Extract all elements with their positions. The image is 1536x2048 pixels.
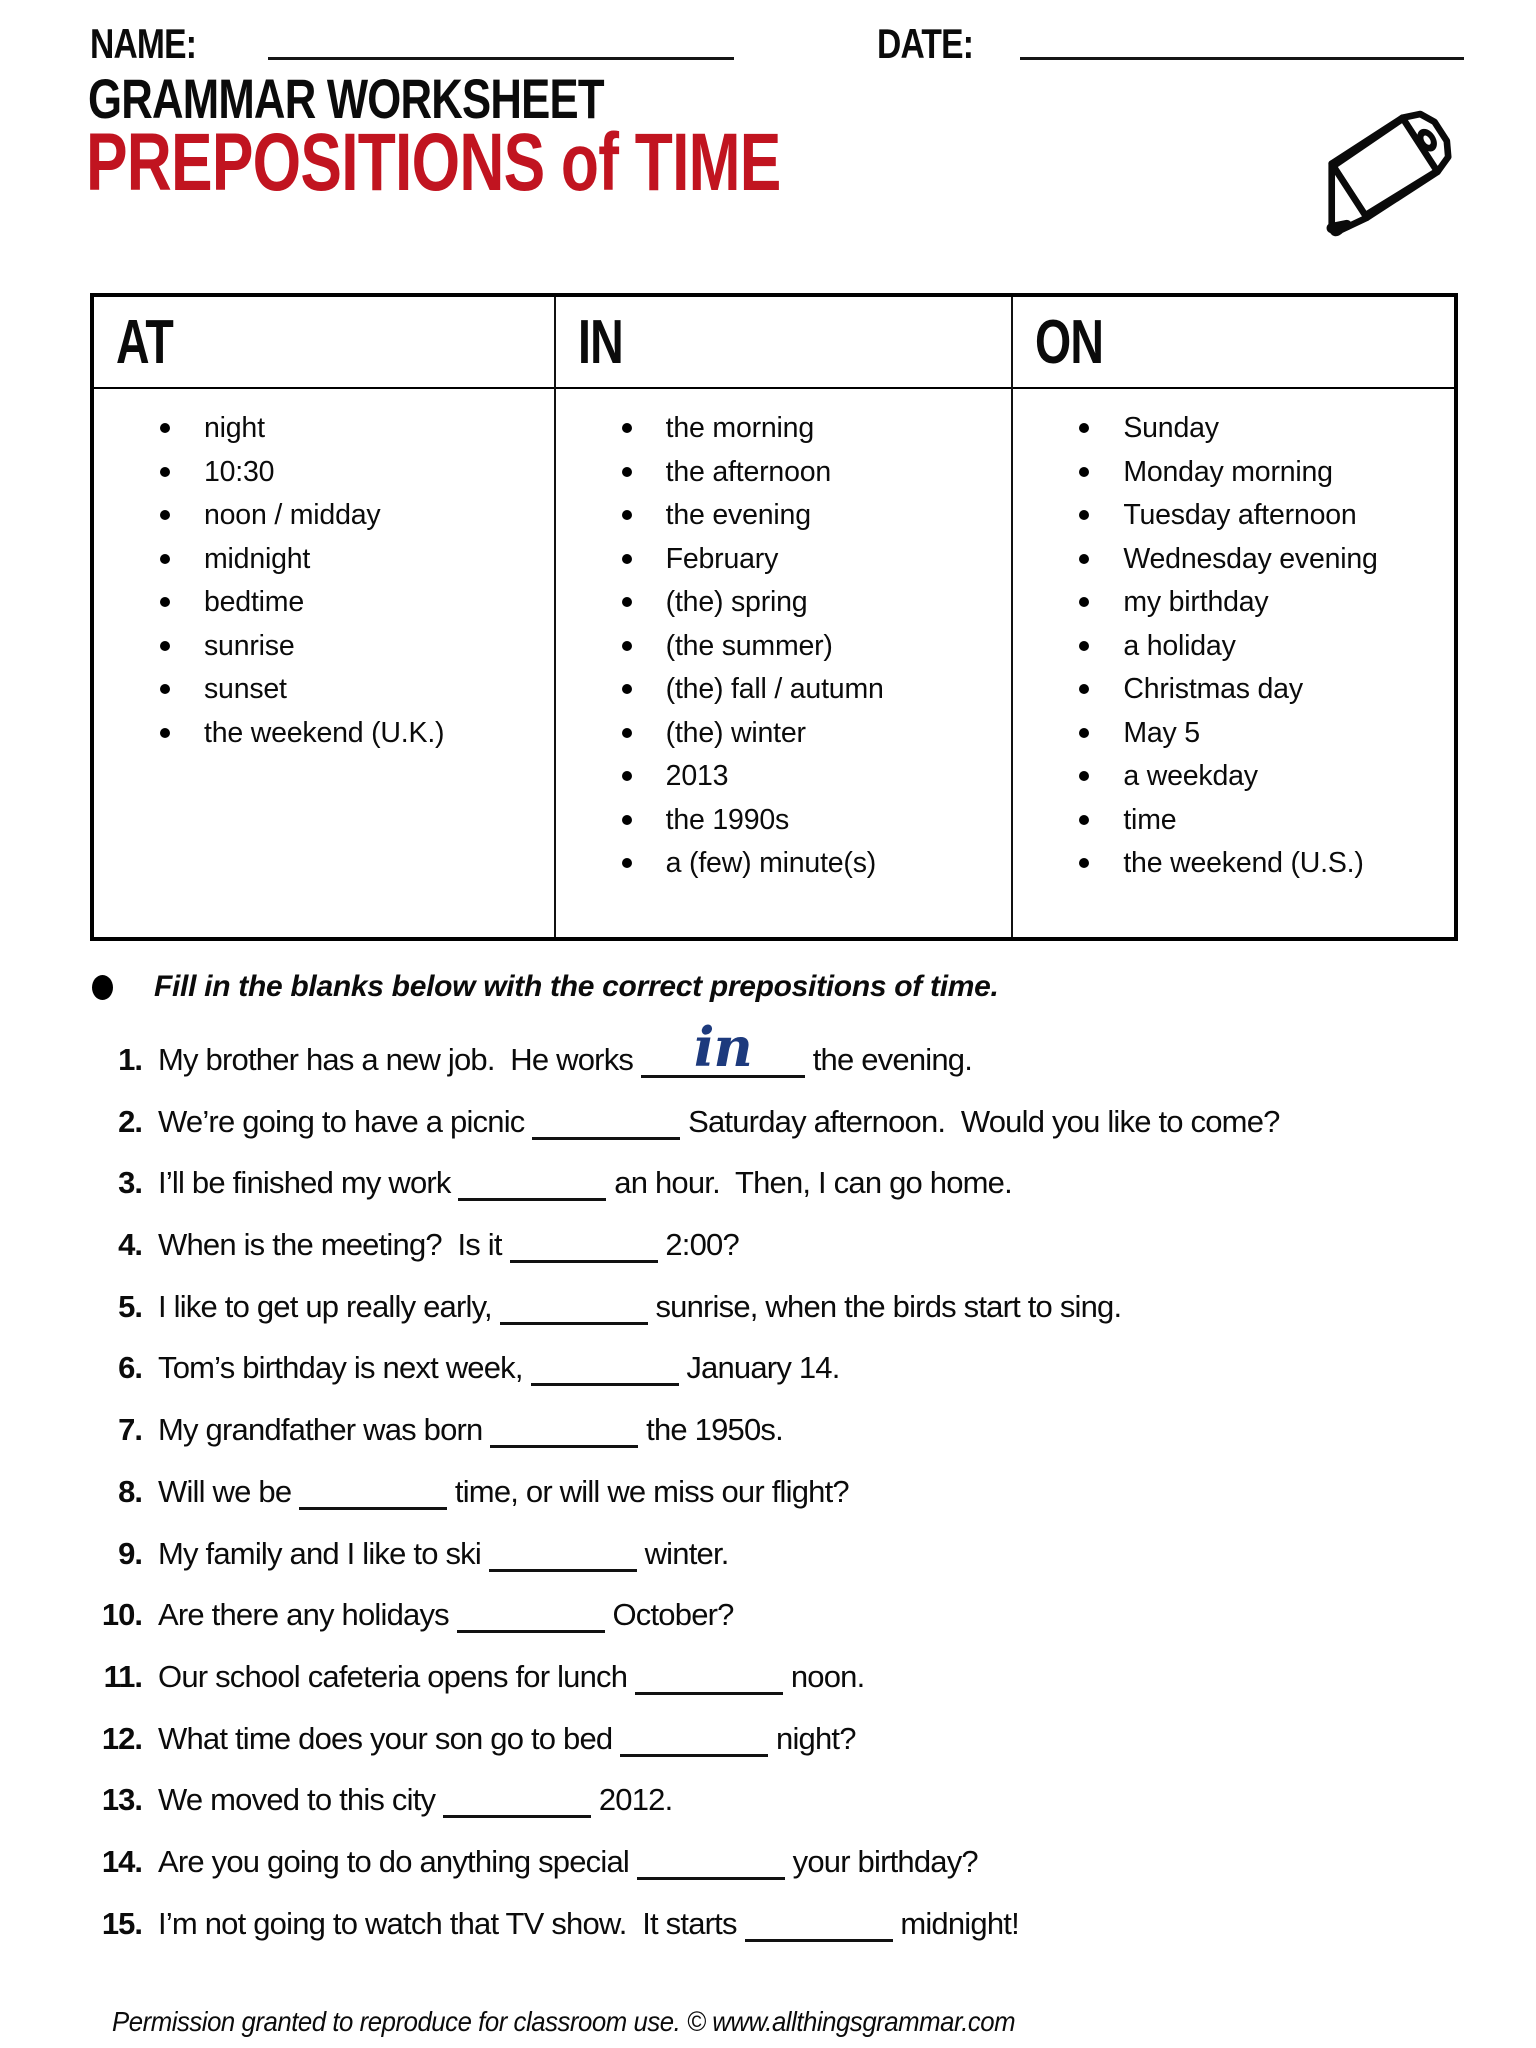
answer-blank[interactable]: [458, 1171, 606, 1201]
answer-blank[interactable]: [745, 1912, 893, 1942]
list-item: Tuesday afternoon: [1075, 494, 1454, 538]
item-number: 15.: [101, 1905, 142, 1941]
answer-blank[interactable]: [500, 1295, 648, 1325]
sentence-text: Are you going to do anything special your birthday?: [158, 1843, 978, 1879]
list-item: the weekend (U.K.): [156, 712, 554, 756]
sentence-text: What time does your son go to bed night?: [158, 1720, 856, 1756]
at-list: [94, 407, 554, 755]
exercise-item: [88, 1906, 1508, 1968]
exercise-item: [88, 1474, 1508, 1536]
item-number: 12.: [101, 1720, 142, 1756]
exercise-item: [88, 1412, 1508, 1474]
item-number: 7.: [118, 1412, 142, 1448]
exercise-item: [88, 1844, 1508, 1906]
list-item: time: [1075, 799, 1454, 843]
list-item: Wednesday evening: [1075, 538, 1454, 582]
list-item: May 5: [1075, 712, 1454, 756]
list-item: (the summer): [618, 625, 1012, 669]
item-number: 9.: [118, 1535, 142, 1571]
exercise-item: [88, 1015, 1508, 1104]
list-item: night: [156, 407, 554, 451]
list-item: a (few) minute(s): [618, 842, 1012, 886]
list-item: the afternoon: [618, 451, 1012, 495]
sentence-text: I’m not going to watch that TV show. It starts midnight!: [158, 1905, 1019, 1941]
exercise-item: [88, 1104, 1508, 1166]
answer-blank[interactable]: [510, 1233, 658, 1263]
sentence-text: We’re going to have a picnic Saturday afternoon. Would you like to come?: [158, 1103, 1280, 1139]
exercise-item: [88, 1350, 1508, 1412]
list-item: a holiday: [1075, 625, 1454, 669]
item-number: 14.: [101, 1843, 142, 1879]
list-item: the evening: [618, 494, 1012, 538]
exercise-item: [88, 1659, 1508, 1721]
list-item: 2013: [618, 755, 1012, 799]
column-header-at: AT: [94, 297, 554, 389]
answer-blank[interactable]: [620, 1727, 768, 1757]
footer-credit: Permission granted to reproduce for classroom use. © www.allthingsgrammar.com: [112, 2006, 1016, 2037]
date-input-line[interactable]: [1020, 22, 1464, 60]
name-label: NAME:: [90, 20, 197, 67]
table-column-in: [554, 297, 1014, 937]
list-item: a weekday: [1075, 755, 1454, 799]
exercise-item: [88, 1597, 1508, 1659]
pencil-icon: [1296, 100, 1476, 245]
on-list: [1013, 407, 1454, 886]
item-number: 13.: [101, 1782, 142, 1818]
exercise-item: [88, 1227, 1508, 1289]
table-column-at: [94, 297, 554, 937]
sentence-text: We moved to this city 2012.: [158, 1782, 673, 1818]
name-input-line[interactable]: [268, 22, 734, 60]
item-number: 3.: [118, 1165, 142, 1201]
worksheet-title: GRAMMAR WORKSHEET: [88, 67, 604, 130]
sentence-text: When is the meeting? Is it 2:00?: [158, 1227, 739, 1263]
list-item: (the) spring: [618, 581, 1012, 625]
exercise-item: [88, 1721, 1508, 1783]
exercise-list: [88, 1015, 1508, 1967]
answer-blank[interactable]: [489, 1542, 637, 1572]
table-column-on: [1013, 297, 1454, 937]
answer-blank[interactable]: [641, 1015, 805, 1080]
list-item: 10:30: [156, 451, 554, 495]
bullet-icon: [92, 975, 113, 1000]
sentence-text: Will we be time, or will we miss our flight?: [158, 1473, 849, 1509]
item-number: 10.: [101, 1597, 142, 1633]
sentence-text: My grandfather was born the 1950s.: [158, 1412, 783, 1448]
answer-blank[interactable]: [443, 1788, 591, 1818]
sentence-text: I’ll be finished my work an hour. Then, I can go home.: [158, 1165, 1012, 1201]
list-item: sunset: [156, 668, 554, 712]
handwritten-answer: in: [693, 1015, 753, 1080]
answer-blank[interactable]: [490, 1418, 638, 1448]
exercise-item: [88, 1536, 1508, 1598]
prepositions-table: [90, 293, 1458, 941]
item-number: 6.: [118, 1350, 142, 1386]
answer-blank[interactable]: [532, 1110, 680, 1140]
list-item: the weekend (U.S.): [1075, 842, 1454, 886]
sentence-text: Are there any holidays October?: [158, 1597, 734, 1633]
list-item: sunrise: [156, 625, 554, 669]
list-item: noon / midday: [156, 494, 554, 538]
list-item: (the) winter: [618, 712, 1012, 756]
exercise-item: [88, 1289, 1508, 1351]
list-item: the morning: [618, 407, 1012, 451]
list-item: the 1990s: [618, 799, 1012, 843]
item-number: 11.: [103, 1658, 142, 1694]
list-item: midnight: [156, 538, 554, 582]
sentence-text: Tom’s birthday is next week, January 14.: [158, 1350, 840, 1386]
exercise-item: [88, 1165, 1508, 1227]
list-item: Sunday: [1075, 407, 1454, 451]
list-item: my birthday: [1075, 581, 1454, 625]
list-item: Christmas day: [1075, 668, 1454, 712]
exercise-item: [88, 1782, 1508, 1844]
column-header-on: ON: [1013, 297, 1454, 389]
list-item: (the) fall / autumn: [618, 668, 1012, 712]
answer-blank[interactable]: [531, 1356, 679, 1386]
item-number: 2.: [118, 1103, 142, 1139]
answer-blank[interactable]: [637, 1850, 785, 1880]
answer-blank[interactable]: [299, 1480, 447, 1510]
sentence-text: My family and I like to ski winter.: [158, 1535, 729, 1571]
sentence-text: My brother has a new job. He works in the evening.: [158, 1015, 973, 1080]
instruction-row: [92, 970, 999, 1004]
item-number: 5.: [118, 1288, 142, 1324]
answer-blank[interactable]: [635, 1665, 783, 1695]
item-number: 1.: [118, 1042, 142, 1077]
item-number: 4.: [118, 1227, 142, 1263]
page-title: PREPOSITIONS of TIME: [86, 117, 781, 208]
instruction-text: Fill in the blanks below with the correct prepositions of time.: [154, 970, 999, 1003]
in-list: [556, 407, 1012, 886]
sentence-text: Our school cafeteria opens for lunch noon.: [158, 1658, 865, 1694]
list-item: February: [618, 538, 1012, 582]
column-header-in: IN: [556, 297, 1012, 389]
list-item: Monday morning: [1075, 451, 1454, 495]
list-item: bedtime: [156, 581, 554, 625]
date-label: DATE:: [877, 20, 974, 67]
answer-blank[interactable]: [457, 1603, 605, 1633]
sentence-text: I like to get up really early, sunrise, when the birds start to sing.: [158, 1288, 1122, 1324]
item-number: 8.: [118, 1473, 142, 1509]
